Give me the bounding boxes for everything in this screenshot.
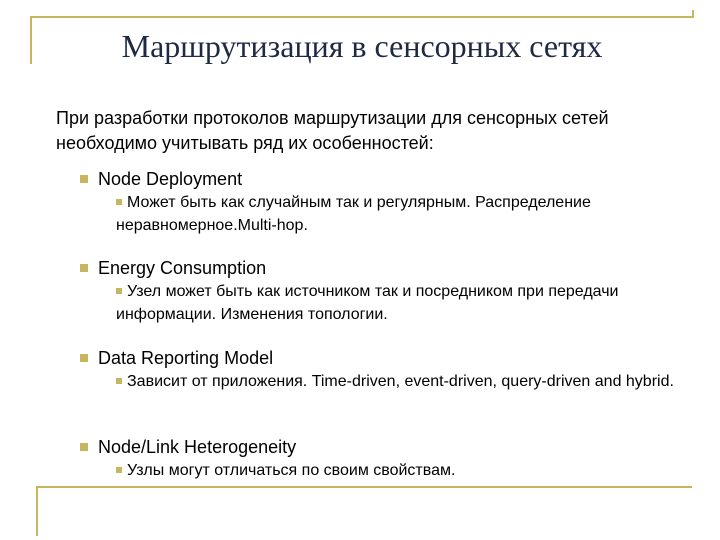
item-detail bbox=[116, 191, 676, 237]
list-item-node-link-heterogeneity bbox=[80, 436, 690, 482]
square-bullet-icon bbox=[80, 175, 88, 183]
square-bullet-icon bbox=[116, 288, 122, 294]
item-detail bbox=[116, 280, 676, 326]
frame-bottom-tick bbox=[36, 486, 38, 536]
item-detail bbox=[116, 459, 676, 482]
item-detail-text: Узел может быть как источником так и посредником при передачи информации. Изменения топологии. bbox=[116, 283, 619, 323]
list-item-data-reporting-model bbox=[80, 347, 690, 393]
frame-top-line bbox=[30, 16, 694, 18]
item-detail-text: Зависит от приложения. Time-driven, event-driven, query-driven and hybrid. bbox=[127, 373, 674, 390]
item-detail-text: Может быть как случайным так и регулярным. Распределение неравномерное.Multi-hop. bbox=[116, 194, 591, 234]
item-heading: Node/Link Heterogeneity bbox=[98, 437, 297, 457]
intro-paragraph: При разработки протоколов маршрутизации для сенсорных сетей необходимо учитывать ряд их особенностей: bbox=[56, 108, 609, 153]
item-detail bbox=[116, 370, 676, 393]
square-bullet-icon bbox=[116, 199, 122, 205]
item-detail-text: Узлы могут отличаться по своим свойствам. bbox=[127, 462, 456, 479]
square-bullet-icon bbox=[80, 354, 88, 362]
slide-title: Маршрутизация в сенсорных сетях bbox=[121, 28, 603, 64]
square-bullet-icon bbox=[116, 467, 122, 473]
square-bullet-icon bbox=[116, 378, 122, 384]
square-bullet-icon bbox=[80, 443, 88, 451]
item-heading: Energy Consumption bbox=[98, 258, 267, 278]
square-bullet-icon bbox=[80, 264, 88, 272]
frame-bottom-line bbox=[36, 486, 692, 488]
item-heading: Data Reporting Model bbox=[98, 348, 274, 368]
frame-right-tick bbox=[692, 10, 694, 18]
list-item-energy-consumption bbox=[80, 257, 690, 326]
item-heading: Node Deployment bbox=[98, 169, 243, 189]
list-item-node-deployment bbox=[80, 168, 690, 237]
